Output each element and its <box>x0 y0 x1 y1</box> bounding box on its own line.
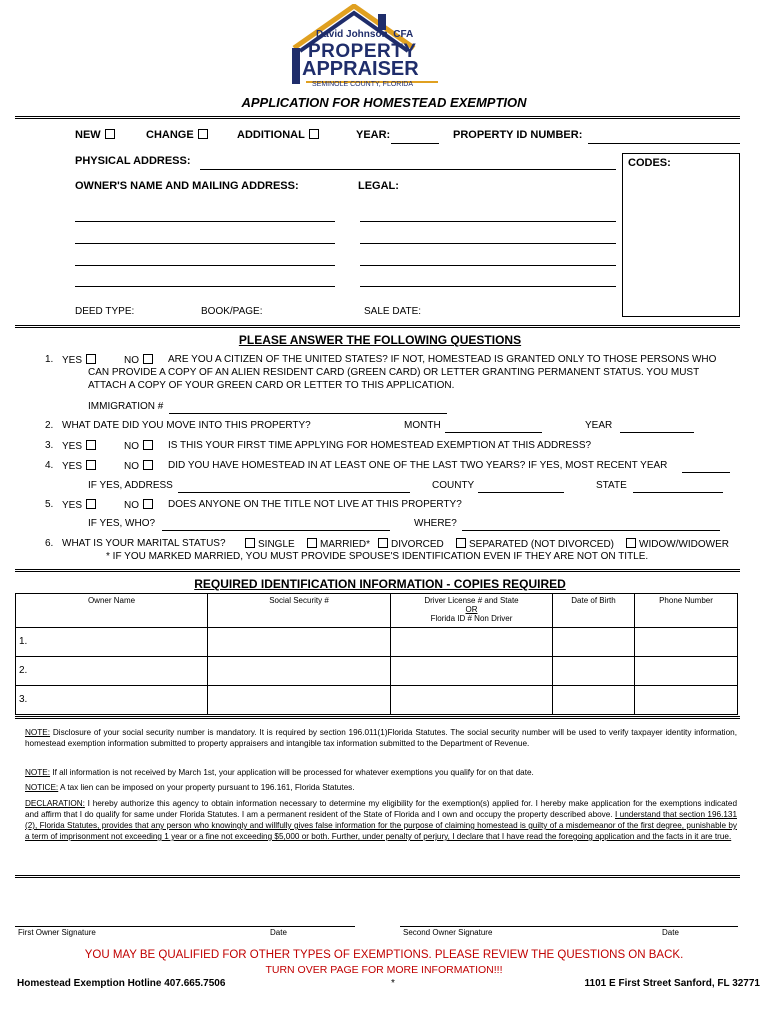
recent-year-field[interactable] <box>682 472 730 473</box>
legal-line-1[interactable] <box>360 221 616 222</box>
phone-cell[interactable] <box>635 628 738 657</box>
q1-yes-checkbox[interactable] <box>86 354 96 364</box>
note-deadline-text: If all information is not received by March 1st, your application will be processed for whatever exemptions you qualify for on that date. <box>50 768 534 777</box>
married-note: * IF YOU MARKED MARRIED, YOU MUST PROVIDE SPOUSE'S IDENTIFICATION EVEN IF THEY ARE NOT ON TITLE. <box>106 551 649 562</box>
owner-line-2[interactable] <box>75 243 335 244</box>
physical-address-label: PHYSICAL ADDRESS: <box>75 155 191 167</box>
q4-no-label: NO <box>124 461 139 472</box>
logo-line1: PROPERTY <box>308 41 417 62</box>
codes-box[interactable] <box>622 153 740 317</box>
table-row <box>16 686 738 715</box>
q6-text: WHAT IS YOUR MARITAL STATUS? <box>62 538 226 549</box>
footer-star: * <box>391 978 395 989</box>
dob-cell[interactable] <box>553 628 635 657</box>
row-number[interactable]: 2. <box>16 657 208 686</box>
marital-separated[interactable] <box>456 538 614 550</box>
col-dl-or: OR <box>465 605 478 614</box>
q4-yes[interactable] <box>62 460 96 472</box>
q3-no-label: NO <box>124 441 139 452</box>
q5-yes-checkbox[interactable] <box>86 499 96 509</box>
legal-line-2[interactable] <box>360 243 616 244</box>
where-label: WHERE? <box>414 518 457 529</box>
col-ssn: Social Security # <box>208 594 391 628</box>
declaration-label: DECLARATION: <box>25 799 85 808</box>
office-address: 1101 E First Street Sanford, FL 32771 <box>584 978 760 989</box>
deed-type-label: DEED TYPE: <box>75 306 135 317</box>
q2-text: WHAT DATE DID YOU MOVE INTO THIS PROPERTY? <box>62 420 311 431</box>
col-dl <box>391 594 553 628</box>
section-divider-1 <box>15 325 740 328</box>
where-field[interactable] <box>462 530 720 531</box>
q5-no-checkbox[interactable] <box>143 499 153 509</box>
col-dl-line1: Driver License # and State <box>424 596 519 605</box>
q5-yes-label: YES <box>62 500 83 511</box>
note-deadline-label: NOTE: <box>25 768 51 777</box>
page-title: APPLICATION FOR HOMESTEAD EXEMPTION <box>241 95 527 110</box>
title-divider <box>15 116 740 119</box>
ssn-cell[interactable] <box>208 657 391 686</box>
if-yes-who-field[interactable] <box>162 530 390 531</box>
q4-yes-label: YES <box>62 461 83 472</box>
q3-yes-checkbox[interactable] <box>86 440 96 450</box>
qualified-notice: YOU MAY BE QUALIFIED FOR OTHER TYPES OF EXEMPTIONS. PLEASE REVIEW THE QUESTIONS ON BACK. <box>84 949 684 961</box>
year-move-label: YEAR <box>585 420 613 431</box>
q1-no-label: NO <box>124 355 139 366</box>
q3-yes[interactable] <box>62 440 96 452</box>
new-checkbox[interactable] <box>105 129 115 139</box>
book-page-label: BOOK/PAGE: <box>201 306 263 317</box>
col-dl-line2: Florida ID # Non Driver <box>430 614 513 623</box>
section-divider-4 <box>15 875 740 878</box>
table-row <box>16 628 738 657</box>
section-divider-2 <box>15 569 740 572</box>
additional-label: ADDITIONAL <box>237 129 305 141</box>
single-checkbox[interactable] <box>245 538 255 548</box>
logo-name: David Johnson, CFA <box>316 29 414 40</box>
marital-single[interactable] <box>245 538 295 550</box>
widow-checkbox[interactable] <box>626 538 636 548</box>
year-field[interactable] <box>391 143 439 144</box>
dob-cell[interactable] <box>553 657 635 686</box>
q5-no-label: NO <box>124 500 139 511</box>
declaration-text: I hereby authorize this agency to obtain information necessary to determine my eligibility for the exemption(s) applied for. I hereby make application for the exemptions indicated and affirm that I do qualify for same under Florida Statutes. I am a permanent resident of the State of Florida and I own and occupy the property described above. <box>25 799 737 819</box>
table-row <box>16 657 738 686</box>
if-yes-address-label: IF YES, ADDRESS <box>88 480 173 491</box>
county-label: COUNTY <box>432 480 475 491</box>
q3-no-checkbox[interactable] <box>143 440 153 450</box>
q1-text-line2: CAN PROVIDE A COPY OF AN ALIEN RESIDENT CARD (GREEN CARD) OR LETTER GRANTING PERMANENT STATUS. YOU MUST <box>88 367 700 378</box>
row-number[interactable]: 1. <box>16 628 208 657</box>
month-label: MONTH <box>404 420 441 431</box>
second-signature-line[interactable] <box>400 926 738 927</box>
immigration-field[interactable] <box>169 413 447 414</box>
widow-label: WIDOW/WIDOWER <box>639 539 729 550</box>
ids-heading: REQUIRED IDENTIFICATION INFORMATION - COPIES REQUIRED <box>194 577 566 591</box>
q3-number: 3. <box>45 440 54 451</box>
divorced-checkbox[interactable] <box>378 538 388 548</box>
change-label: CHANGE <box>146 129 194 141</box>
logo-sub: SEMINOLE COUNTY, FLORIDA <box>312 81 414 88</box>
col-phone: Phone Number <box>635 594 738 628</box>
ssn-cell[interactable] <box>208 628 391 657</box>
additional-checkbox[interactable] <box>309 129 319 139</box>
dob-cell[interactable] <box>553 686 635 715</box>
dl-cell[interactable] <box>391 628 553 657</box>
second-date-label: Date <box>662 928 679 937</box>
note-ssn-text: Disclosure of your social security number is mandatory. It is required by section 196.011(1)Florida Statutes. The social security number will be used to verify taxpayer identity information, homestead exemption information submitted to property appraisers and intangible tax information submitted to the Department of Revenue. <box>25 728 737 748</box>
q1-text: ARE YOU A CITIZEN OF THE UNITED STATES? IF NOT, HOMESTEAD IS GRANTED ONLY TO THOSE PERSONS WHO <box>168 354 717 365</box>
notice-lien <box>25 782 737 793</box>
second-signature-label: Second Owner Signature <box>403 928 493 937</box>
year-move-field[interactable] <box>620 432 694 433</box>
month-field[interactable] <box>445 432 542 433</box>
owner-line-4[interactable] <box>75 286 335 287</box>
legal-line-3[interactable] <box>360 265 616 266</box>
q4-yes-checkbox[interactable] <box>86 460 96 470</box>
change-option[interactable] <box>146 129 208 141</box>
q4-number: 4. <box>45 460 54 471</box>
q5-number: 5. <box>45 499 54 510</box>
q4-no[interactable] <box>124 460 153 472</box>
col-owner-name: Owner Name <box>16 594 208 628</box>
q3-text: IS THIS YOUR FIRST TIME APPLYING FOR HOMESTEAD EXEMPTION AT THIS ADDRESS? <box>168 440 592 451</box>
county-field[interactable] <box>478 492 564 493</box>
q1-no[interactable] <box>124 354 153 366</box>
turn-over-notice: TURN OVER PAGE FOR MORE INFORMATION!!! <box>265 964 503 976</box>
additional-option[interactable] <box>237 129 319 141</box>
questions-heading: PLEASE ANSWER THE FOLLOWING QUESTIONS <box>238 333 522 347</box>
divorced-label: DIVORCED <box>391 539 444 550</box>
dl-cell[interactable] <box>391 657 553 686</box>
separated-label: SEPARATED (NOT DIVORCED) <box>469 539 615 550</box>
q3-yes-label: YES <box>62 441 83 452</box>
property-id-field[interactable] <box>588 143 740 144</box>
id-table-header <box>16 594 738 628</box>
declaration <box>25 798 737 842</box>
legal-line-4[interactable] <box>360 286 616 287</box>
first-date-label: Date <box>270 928 287 937</box>
separated-checkbox[interactable] <box>456 538 466 548</box>
q6-number: 6. <box>45 538 54 549</box>
owner-line-3[interactable] <box>75 265 335 266</box>
note-deadline <box>25 767 737 778</box>
notice-lien-label: NOTICE: <box>25 783 59 792</box>
q2-number: 2. <box>45 420 54 431</box>
codes-label: CODES: <box>628 157 671 169</box>
notice-lien-text: A tax lien can be imposed on your property pursuant to 196.161, Florida Statutes. <box>58 783 355 792</box>
row-number[interactable]: 3. <box>16 686 208 715</box>
q1-yes[interactable] <box>62 354 96 366</box>
if-yes-who-label: IF YES, WHO? <box>88 518 156 529</box>
note-ssn-label: NOTE: <box>25 728 51 737</box>
phone-cell[interactable] <box>635 657 738 686</box>
first-signature-label: First Owner Signature <box>18 928 96 937</box>
col-dob: Date of Birth <box>553 594 635 628</box>
new-option[interactable] <box>75 129 115 141</box>
state-label: STATE <box>596 480 627 491</box>
marital-divorced[interactable] <box>378 538 444 550</box>
married-label: MARRIED* <box>320 539 371 550</box>
q1-number: 1. <box>45 354 54 365</box>
q5-no[interactable] <box>124 499 153 511</box>
logo <box>286 4 446 90</box>
q1-no-checkbox[interactable] <box>143 354 153 364</box>
id-table <box>15 593 738 715</box>
if-yes-address-field[interactable] <box>178 492 410 493</box>
q3-no[interactable] <box>124 440 153 452</box>
marital-married[interactable] <box>307 538 370 550</box>
q5-yes[interactable] <box>62 499 96 511</box>
q5-text: DOES ANYONE ON THE TITLE NOT LIVE AT THIS PROPERTY? <box>168 499 462 510</box>
immigration-label: IMMIGRATION # <box>88 401 164 412</box>
year-label: YEAR: <box>356 129 391 141</box>
dl-cell[interactable] <box>391 686 553 715</box>
q1-yes-label: YES <box>62 355 83 366</box>
new-label: NEW <box>75 129 101 141</box>
ssn-cell[interactable] <box>208 686 391 715</box>
first-signature-line[interactable] <box>15 926 355 927</box>
q4-no-checkbox[interactable] <box>143 460 153 470</box>
q4-text: DID YOU HAVE HOMESTEAD IN AT LEAST ONE OF THE LAST TWO YEARS? IF YES, MOST RECENT YEAR <box>168 460 668 471</box>
q1-text-line3: ATTACH A COPY OF YOUR GREEN CARD OR LETTER TO THIS APPLICATION. <box>88 380 455 391</box>
hotline: Homestead Exemption Hotline 407.665.7506 <box>17 978 226 989</box>
phone-cell[interactable] <box>635 686 738 715</box>
logo-line2: APPRAISER <box>302 58 419 80</box>
owner-line-1[interactable] <box>75 221 335 222</box>
single-label: SINGLE <box>258 539 295 550</box>
marital-widow[interactable] <box>626 538 729 550</box>
legal-label: LEGAL: <box>358 180 399 192</box>
state-field[interactable] <box>633 492 723 493</box>
sale-date-label: SALE DATE: <box>364 306 422 317</box>
physical-address-field[interactable] <box>200 169 616 170</box>
declaration-underlined: I understand that section 196.131 (2), Florida Statutes, provides that any person who knowingly and willfully gives false information for the purpose of claiming homestead is guilty of a misdemeanor of the first degree, punishable by a term of imprisonment not exceeding 1 year or a fine not exceeding $5,000 or both. Further, under penalty of perjury, I declare that I have read the foregoing application and the facts in it are true. <box>25 810 738 841</box>
property-id-label: PROPERTY ID NUMBER: <box>453 129 583 141</box>
section-divider-3 <box>15 716 740 719</box>
married-checkbox[interactable] <box>307 538 317 548</box>
note-ssn <box>25 727 737 749</box>
owner-label: OWNER'S NAME AND MAILING ADDRESS: <box>75 180 299 192</box>
change-checkbox[interactable] <box>198 129 208 139</box>
